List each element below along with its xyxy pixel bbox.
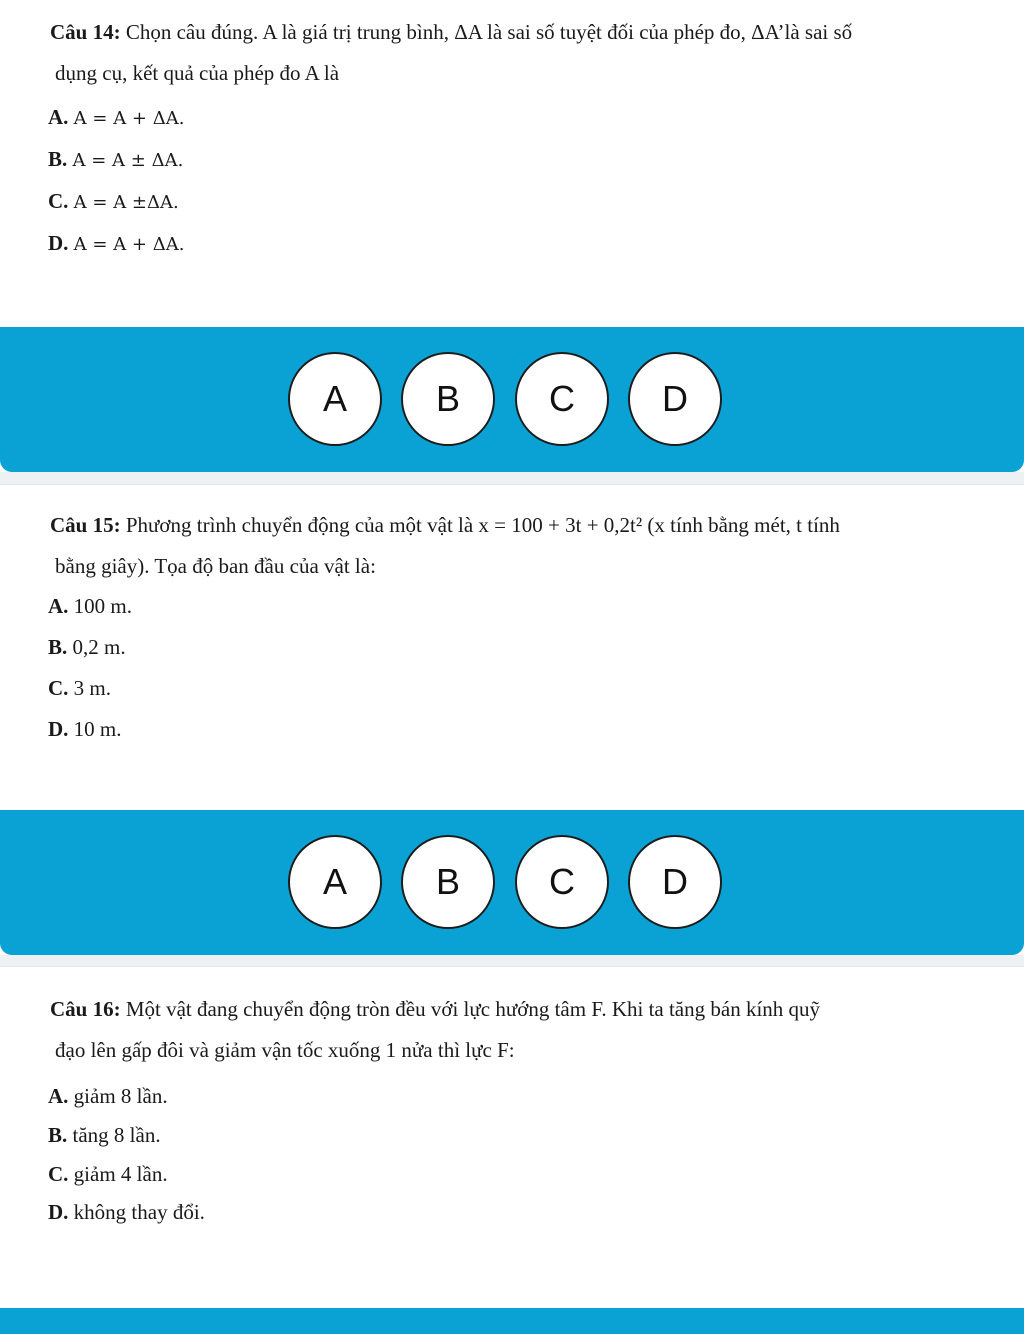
q16-option-d: D. không thay đổi.: [48, 1200, 205, 1224]
question-14-text-line1: Chọn câu đúng. A là giá trị trung bình, ΔA là sai số tuyệt đối của phép đo, ΔA’là sai số: [125, 20, 853, 44]
answer-bar-1: [0, 327, 1024, 472]
q16-option-c: C. giảm 4 lần.: [48, 1162, 168, 1186]
q14-option-b: B. A = A ± ΔA.: [48, 147, 184, 171]
answer-c-button[interactable]: C: [515, 352, 609, 446]
q16-option-a: A. giảm 8 lần.: [48, 1084, 168, 1108]
question-14-label: Câu 14:: [50, 20, 121, 44]
answer-d-button[interactable]: D: [628, 835, 722, 929]
answer-bar-2: [0, 810, 1024, 955]
question-16-stem: [50, 989, 970, 1071]
q15-option-b: B. 0,2 m.: [48, 635, 126, 659]
question-14-card: [0, 0, 1024, 327]
question-14-text-line2: dụng cụ, kết quả của phép đo A là: [55, 61, 340, 85]
answer-c-button[interactable]: C: [515, 835, 609, 929]
question-16-label: Câu 16:: [50, 997, 121, 1021]
q14-option-c: C. A = A ±ΔA.: [48, 189, 179, 213]
answer-b-button[interactable]: B: [401, 835, 495, 929]
question-16-card: [0, 966, 1024, 1310]
question-14-stem: [50, 12, 970, 94]
answer-b-button[interactable]: B: [401, 352, 495, 446]
answer-d-button[interactable]: D: [628, 352, 722, 446]
answer-bar-3: [0, 1308, 1024, 1334]
question-15-text-line1: Phương trình chuyển động của một vật là x = 100 + 3t + 0,2t² (x tính bằng mét, t tính: [125, 513, 840, 537]
question-16-text-line1: Một vật đang chuyển động tròn đều với lực hướng tâm F. Khi ta tăng bán kính quỹ: [125, 997, 821, 1021]
q16-option-b: B. tăng 8 lần.: [48, 1123, 161, 1147]
question-15-label: Câu 15:: [50, 513, 121, 537]
card-gap: [0, 472, 1024, 484]
question-15-text-line2: bằng giây). Tọa độ ban đầu của vật là:: [55, 554, 376, 578]
question-15-stem: [50, 505, 970, 587]
answer-a-button[interactable]: A: [288, 352, 382, 446]
q15-option-a: A. 100 m.: [48, 594, 133, 618]
question-15-card: [0, 484, 1024, 810]
q14-option-d: D. A = A + ΔA.: [48, 231, 185, 255]
q14-option-a: A. A = A + ΔA.: [48, 105, 185, 129]
q15-option-c: C. 3 m.: [48, 676, 112, 700]
answer-a-button[interactable]: A: [288, 835, 382, 929]
q15-option-d: D. 10 m.: [48, 717, 122, 741]
question-16-text-line2: đạo lên gấp đôi và giảm vận tốc xuống 1 nửa thì lực F:: [55, 1038, 515, 1062]
